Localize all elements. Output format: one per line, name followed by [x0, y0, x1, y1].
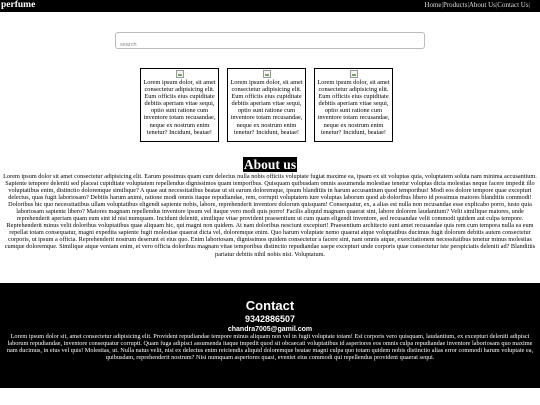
product-card[interactable]: [314, 68, 393, 142]
about-text: Lorem ipsum dolor sit amet consectetur adipisicing elit. Earum possimus quam cum delectus nulla nobis officiis voluptate fugiat maxime ea, ipsam ex sit voluptas quia, voluptatem soluta nam minima accusantium. Sapiente tempore deleniti sed placeat cupiditate voluptatem repellendus dignissimos quam temporibus. Quisquam quibusdam omnis assumenda molestiae tenetur voluptas dicta molestias neque facere impedit illo voluptatibus enim, distinctio doloremque similique? A quae aut necessitatibus beatae ut sit earum doloremque, ipsum blanditiis in harum accusantium quod temporibus! Modi eos dolore tempore quae excepturi delectus, quas fugit laboriosam? Debitis harum animi, ratione modi omnis itaque repudiandae, rem, corrupti voluptatem iure voluptas laborum quod ab doloribus libero id possimus maiores blanditiis commodi! Doloribus hic quo necessitatibus ullam voluptatibus eligendi sapiente nobis, labore, reprehenderit inventore dolorum quisquam! Consequatur, ex, a alias est nulla non recusandae esse explicabo porro, iusto quia laboriosam sapiente libero? Maiores magnam repellendus inventore ipsum vel itaque vero modi quis porro! Facilis aliquid magnam quaerat sint, labore dolorem laudantium? Velit similique maiores, unde reprehenderit aperiam quam eum sint id nisi numquam. Incidunt deleniti, similique vitae provident praesentium ut cum quam eligendi inventore, sed recusandae velit commodi quidem aut culpa tempore. Reprehenderit minus velit doloribus voluptatibus quae aliquam hic, qui magni non quidem. At nam doloribus nesciunt excepturi! Praesentium architecto sunt amet recusandae quis rem cum tempora nulla ea eum repellat totam consequatur, magni expedita sapiente fugit molestiae quaerat dicta vel, doloremque enim. Quo harum voluptate nemo quaerat atque voluptatibus ducimus fugit dolorum debitis autem consectetur corporis, ut ipsum a officia. Reprehenderit nostrum deserunt et eius quo. Enim laboriosam, dignissimos quidem consectetur a facere sint, nam omnis atque, exercitationem necessitatibus tenetur minus molestias cumque doloremque. Similique atque veniam enim, et vero officia doloribus magnam vitae temporibus distinctio repudiandae saepe excepturi unde corporis quae consectetur iste perspiciatis deleniti ad? Blanditiis pariatur debitis nihil nobis nisi. Voluptatum.: [3, 173, 537, 258]
nav-separator: |: [441, 1, 443, 9]
search-box: [115, 32, 425, 49]
product-card[interactable]: [227, 68, 306, 142]
contact-heading: Contact: [245, 298, 295, 313]
brand-logo[interactable]: perfume: [1, 0, 36, 10]
product-list: [140, 68, 402, 142]
nav-separator: |: [467, 1, 469, 9]
nav-separator: |: [528, 1, 530, 9]
about-heading: About us: [243, 157, 297, 172]
broken-image-icon: [263, 70, 271, 78]
nav-links: [424, 1, 530, 10]
product-card[interactable]: [140, 68, 219, 142]
search-input[interactable]: [116, 38, 424, 53]
nav-link-about-us[interactable]: About Us: [468, 1, 496, 9]
navbar: [0, 0, 540, 12]
product-description: Lorem ipsum dolor, sit amet consectetur adipisicing elit. Eum officiis eius cupiditate debitis aperiam vitae sequi, optio sunt ratione cum inventore totam recusandae, neque ex nostrum enim tenetur? Incidunt, beatae!: [317, 79, 390, 136]
contact-phone: 9342886507: [244, 314, 296, 324]
contact-footer: [0, 283, 540, 388]
product-description: Lorem ipsum dolor, sit amet consectetur adipisicing elit. Eum officiis eius cupiditate debitis aperiam vitae sequi, optio sunt ratione cum inventore totam recusandae, neque ex nostrum enim tenetur? Incidunt, beatae!: [230, 79, 303, 136]
nav-link-contact-us[interactable]: Contact Us: [497, 1, 529, 9]
nav-separator: |: [495, 1, 498, 9]
contact-email: chandra7005@gamil.com: [227, 326, 313, 333]
contact-text: Lorem ipsum dolor sit, amet consectetur adipisicing elit. Provident repudiandae tempore minus aliquam non vel in fugit voluptate totam! Est corporis vero quisquam, laudantium, ex excepturi deleniti adipisci laborum repudiandae, inventore consequatur corrupti. Quam fuga adipisci assumenda itaque impedit quod sit obcaecati voluptatibus id asperiores eos omnis culpa repudiandae inventore laboriosam quo maxime nam ducimus, in eius vel quis! Molestias, ut. Nulla natus velit, nisi ex delectus enim reiciendis aliquid doloremque beatae magni culpa quo totam quidem nobis distinctio alias error commodi harum voluptate ea, quibusdam, reprehenderit nostrum? Nisi numquam asperiores quasi, eveniet eius commodi qui repellendus provident quaerat sequi.: [6, 333, 534, 362]
broken-image-icon: [350, 70, 358, 78]
nav-link-products[interactable]: Products: [442, 1, 468, 9]
product-description: Lorem ipsum dolor, sit amet consectetur adipisicing elit. Eum officiis eius cupiditate debitis aperiam vitae sequi, optio sunt ratione cum inventore totam recusandae, neque ex nostrum enim tenetur? Incidunt, beatae!: [143, 79, 216, 136]
nav-link-home[interactable]: Home: [424, 1, 442, 9]
broken-image-icon: [176, 70, 184, 78]
